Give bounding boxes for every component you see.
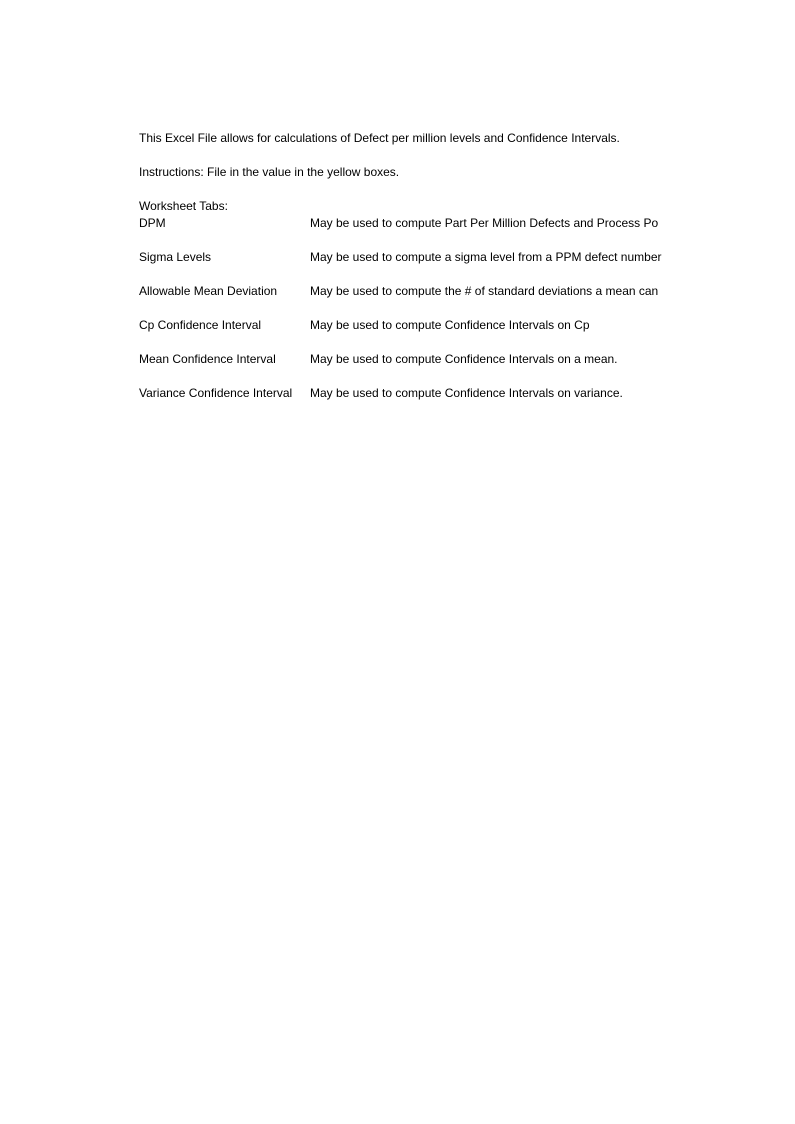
tab-name: Sigma Levels (139, 250, 212, 264)
tab-name: DPM (139, 216, 166, 230)
tabs-heading: Worksheet Tabs: (139, 199, 228, 213)
tab-row-sigma-levels (139, 249, 693, 266)
intro-text: This Excel File allows for calculations of Defect per million levels and Confidence Intervals. (139, 131, 620, 145)
tab-description: May be used to compute Confidence Intervals on a mean. (310, 352, 618, 366)
tab-row-allowable-mean-deviation (139, 283, 693, 300)
worksheet-content (139, 130, 693, 402)
blank-row (139, 147, 693, 164)
tab-description: May be used to compute a sigma level from a PPM defect number (310, 250, 662, 264)
blank-row (139, 266, 693, 283)
tab-description: May be used to compute Confidence Intervals on Cp (310, 318, 590, 332)
tab-name: Variance Confidence Interval (139, 386, 293, 400)
tab-description: May be used to compute Confidence Intervals on variance. (310, 386, 623, 400)
tab-description: May be used to compute the # of standard deviations a mean can (310, 284, 659, 298)
blank-row (139, 300, 693, 317)
tab-description: May be used to compute Part Per Million Defects and Process Po (310, 216, 659, 230)
tab-row-dpm (139, 215, 693, 232)
tab-name: Allowable Mean Deviation (139, 284, 278, 298)
tab-name: Cp Confidence Interval (139, 318, 262, 332)
tab-name: Mean Confidence Interval (139, 352, 276, 366)
tab-row-cp-confidence-interval (139, 317, 693, 334)
blank-row (139, 181, 693, 198)
blank-row (139, 232, 693, 249)
tab-row-variance-confidence-interval (139, 385, 693, 402)
blank-row (139, 368, 693, 385)
instructions-text: Instructions: File in the value in the yellow boxes. (139, 165, 400, 179)
blank-row (139, 334, 693, 351)
tab-row-mean-confidence-interval (139, 351, 693, 368)
